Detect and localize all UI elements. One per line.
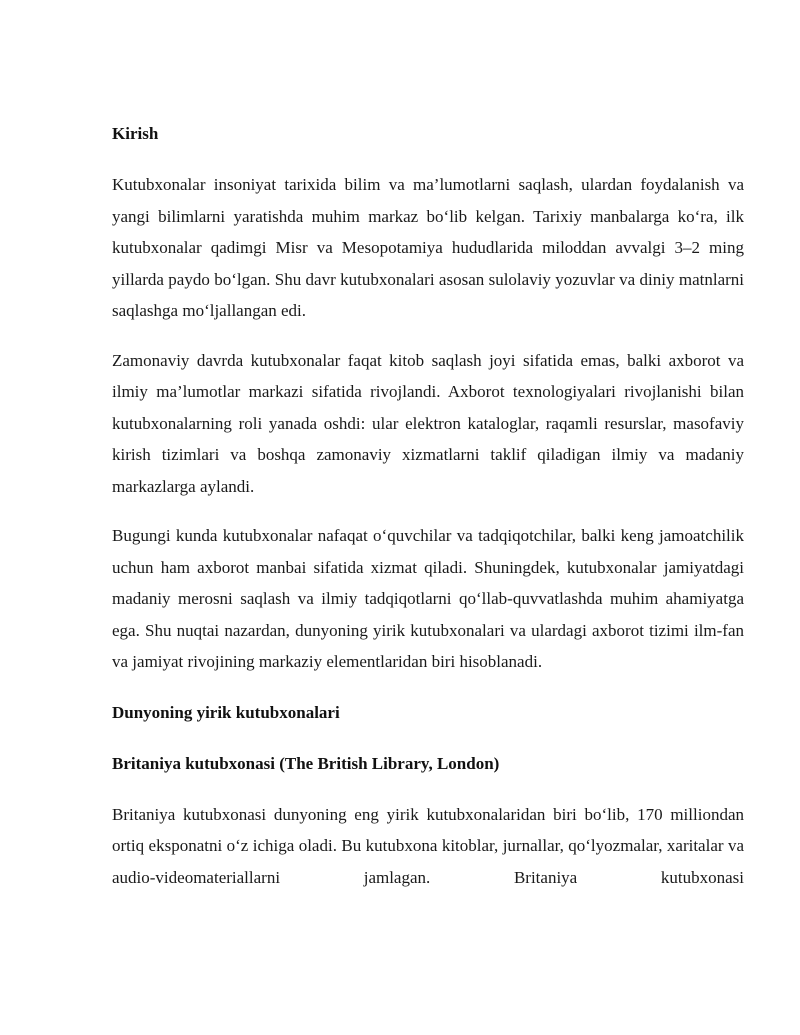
heading-section-libraries: Dunyoning yirik kutubxonalari (112, 702, 340, 722)
paragraph-british-library: Britaniya kutubxonasi dunyoning eng yirik kutubxonalaridan biri bo‘lib, 170 milliondan ortiq eksponatni o‘z ichiga oladi. Bu kutubxona kitoblar, jurnallar, qo‘lyozmalar, xaritalar va audio-videomateriallarni jamlagan. Britaniya kutubxonasi (112, 804, 744, 887)
paragraph-intro-2: Zamonaviy davrda kutubxonalar faqat kitob saqlash joyi sifatida emas, balki axborot va ilmiy ma’lumotlar markazi sifatida rivojlandi. Axborot texnologiyalari rivojlanishi bilan kutubxonalarning roli yanada oshdi: ular elektron kataloglar, raqamli resurslar, masofaviy kirish tizimlari va boshqa zamonaviy xizmatlarni taklif qiladigan ilmiy va madaniy markazlarga aylandi. (112, 350, 744, 496)
document-page (112, 118, 744, 893)
heading-kirish: Kirish (112, 124, 159, 143)
paragraph-intro-3: Bugungi kunda kutubxonalar nafaqat o‘quvchilar va tadqiqotchilar, balki keng jamoatchilik uchun ham axborot manbai sifatida xizmat qiladi. Shuningdek, kutubxonalar jamiyatdagi madaniy merosni saqlash va ilmiy tadqiqotlarni qo‘llab-quvvatlashda muhim ahamiyatga ega. Shu nuqtai nazardan, dunyoning yirik kutubxonalari va ulardagi axborot tizimi ilm-fan va jamiyat rivojining markaziy elementlaridan biri hisoblanadi. (112, 526, 744, 671)
paragraph-intro-1: Kutubxonalar insoniyat tarixida bilim va ma’lumotlarni saqlash, ulardan foydalanish va yangi bilimlarni yaratishda muhim markaz bo‘lib kelgan. Tarixiy manbalarga ko‘ra, ilk kutubxonalar qadimgi Misr va Mesopotamiya hududlarida miloddan avvalgi 3–2 ming yillarda paydo bo‘lgan. Shu davr kutubxonalari asosan sulolaviy yozuvlar va diniy matnlarni saqlashga mo‘ljallangan edi. (112, 175, 744, 320)
heading-british-library: Britaniya kutubxonasi (The British Library, London) (112, 753, 500, 773)
